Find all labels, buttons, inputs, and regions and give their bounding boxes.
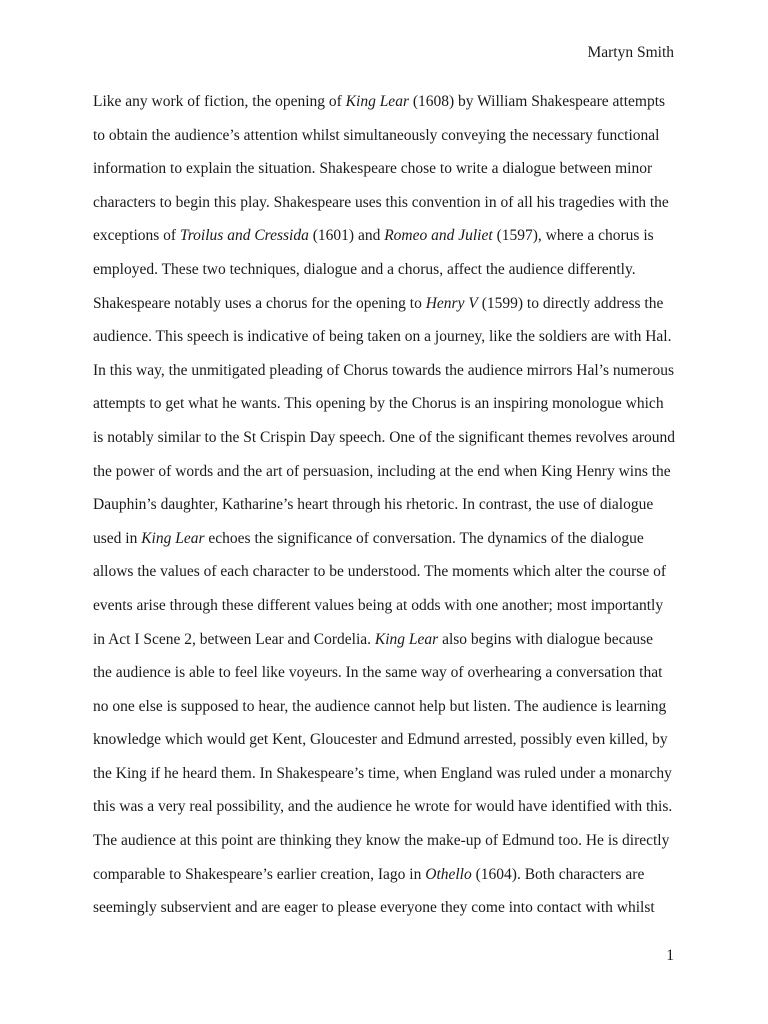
italic-title: Othello xyxy=(425,865,472,883)
text-span: comparable to Shakespeare’s earlier creation, Iago in xyxy=(93,865,426,883)
text-span: seemingly subservient and are eager to please everyone they come into contact with whilst xyxy=(93,899,655,917)
text-span: in Act I Scene 2, between Lear and Cordelia. xyxy=(93,630,375,648)
text-span: events arise through these different values being at odds with one another; most importantly xyxy=(93,596,664,614)
text-line xyxy=(93,729,683,763)
text-span: (1597), where a chorus is xyxy=(492,227,654,245)
text-span: Dauphin’s daughter, Katharine’s heart through his rhetoric. In contrast, the use of dialogue xyxy=(93,496,654,514)
text-line xyxy=(93,629,683,663)
text-line xyxy=(93,561,683,595)
text-line xyxy=(93,830,683,864)
italic-title: Henry V xyxy=(425,294,478,312)
text-span: echoes the significance of conversation. The dynamics of the dialogue xyxy=(204,529,644,547)
text-span: to obtain the audience’s attention whilst simultaneously conveying the necessary functional xyxy=(93,126,660,144)
text-line xyxy=(93,360,683,394)
text-span: is notably similar to the St Crispin Day speech. One of the significant themes revolves around xyxy=(93,428,675,446)
text-line xyxy=(93,192,683,226)
page-number: 1 xyxy=(666,947,674,964)
text-line xyxy=(93,864,683,898)
italic-title: King Lear xyxy=(345,93,409,110)
text-span: this was a very real possibility, and the audience he wrote for would have identified with this. xyxy=(93,798,673,816)
text-span: used in xyxy=(93,529,142,547)
text-span: Like any work of fiction, the opening of xyxy=(93,93,346,110)
text-line xyxy=(93,225,683,259)
text-span: no one else is supposed to hear, the audience cannot help but listen. The audience is learning xyxy=(93,697,667,715)
text-span: In this way, the unmitigated pleading of Chorus towards the audience mirrors Hal’s numerous xyxy=(93,361,674,379)
text-line xyxy=(93,461,683,495)
text-span: also begins with dialogue because xyxy=(438,630,654,648)
essay-body xyxy=(93,91,683,931)
text-span: the King if he heard them. In Shakespeare’s time, when England was ruled under a monarchy xyxy=(93,764,672,782)
text-line xyxy=(93,763,683,797)
text-span: (1608) by William Shakespeare attempts xyxy=(408,93,666,110)
text-span: characters to begin this play. Shakespeare uses this convention in of all his tragedies with the xyxy=(93,193,669,211)
header-author-name: Martyn Smith xyxy=(587,44,674,61)
text-span: The audience at this point are thinking they know the make-up of Edmund too. He is directly xyxy=(93,832,670,850)
text-line xyxy=(93,897,683,931)
text-line xyxy=(93,393,683,427)
text-span: information to explain the situation. Shakespeare chose to write a dialogue between minor xyxy=(93,160,653,178)
text-span: (1599) to directly address the xyxy=(477,294,664,312)
text-line xyxy=(93,259,683,293)
italic-title: Troilus and Cressida xyxy=(179,227,309,245)
italic-title: King Lear xyxy=(141,529,205,547)
text-line xyxy=(93,528,683,562)
text-line xyxy=(93,326,683,360)
text-line xyxy=(93,293,683,327)
text-line xyxy=(93,91,683,125)
text-span: exceptions of xyxy=(93,227,180,245)
text-line xyxy=(93,696,683,730)
text-line xyxy=(93,595,683,629)
text-span: allows the values of each character to be understood. The moments which alter the course of xyxy=(93,563,667,581)
text-line xyxy=(93,125,683,159)
text-line xyxy=(93,662,683,696)
text-span: Shakespeare notably uses a chorus for the opening to xyxy=(93,294,426,312)
text-span: audience. This speech is indicative of being taken on a journey, like the soldiers are with Hal. xyxy=(93,328,672,346)
text-span: the power of words and the art of persuasion, including at the end when King Henry wins the xyxy=(93,462,671,480)
text-span: attempts to get what he wants. This opening by the Chorus is an inspiring monologue which xyxy=(93,395,664,413)
text-span: the audience is able to feel like voyeurs. In the same way of overhearing a conversation that xyxy=(93,664,663,682)
text-line xyxy=(93,796,683,830)
text-span: employed. These two techniques, dialogue and a chorus, affect the audience differently. xyxy=(93,260,636,278)
text-line xyxy=(93,158,683,192)
text-line xyxy=(93,494,683,528)
text-span: (1604). Both characters are xyxy=(471,865,645,883)
italic-title: King Lear xyxy=(374,630,439,648)
text-line xyxy=(93,427,683,461)
text-span: (1601) and xyxy=(308,227,385,245)
italic-title: Romeo and Juliet xyxy=(384,227,493,245)
text-span: knowledge which would get Kent, Gloucester and Edmund arrested, possibly even killed, by xyxy=(93,731,668,749)
